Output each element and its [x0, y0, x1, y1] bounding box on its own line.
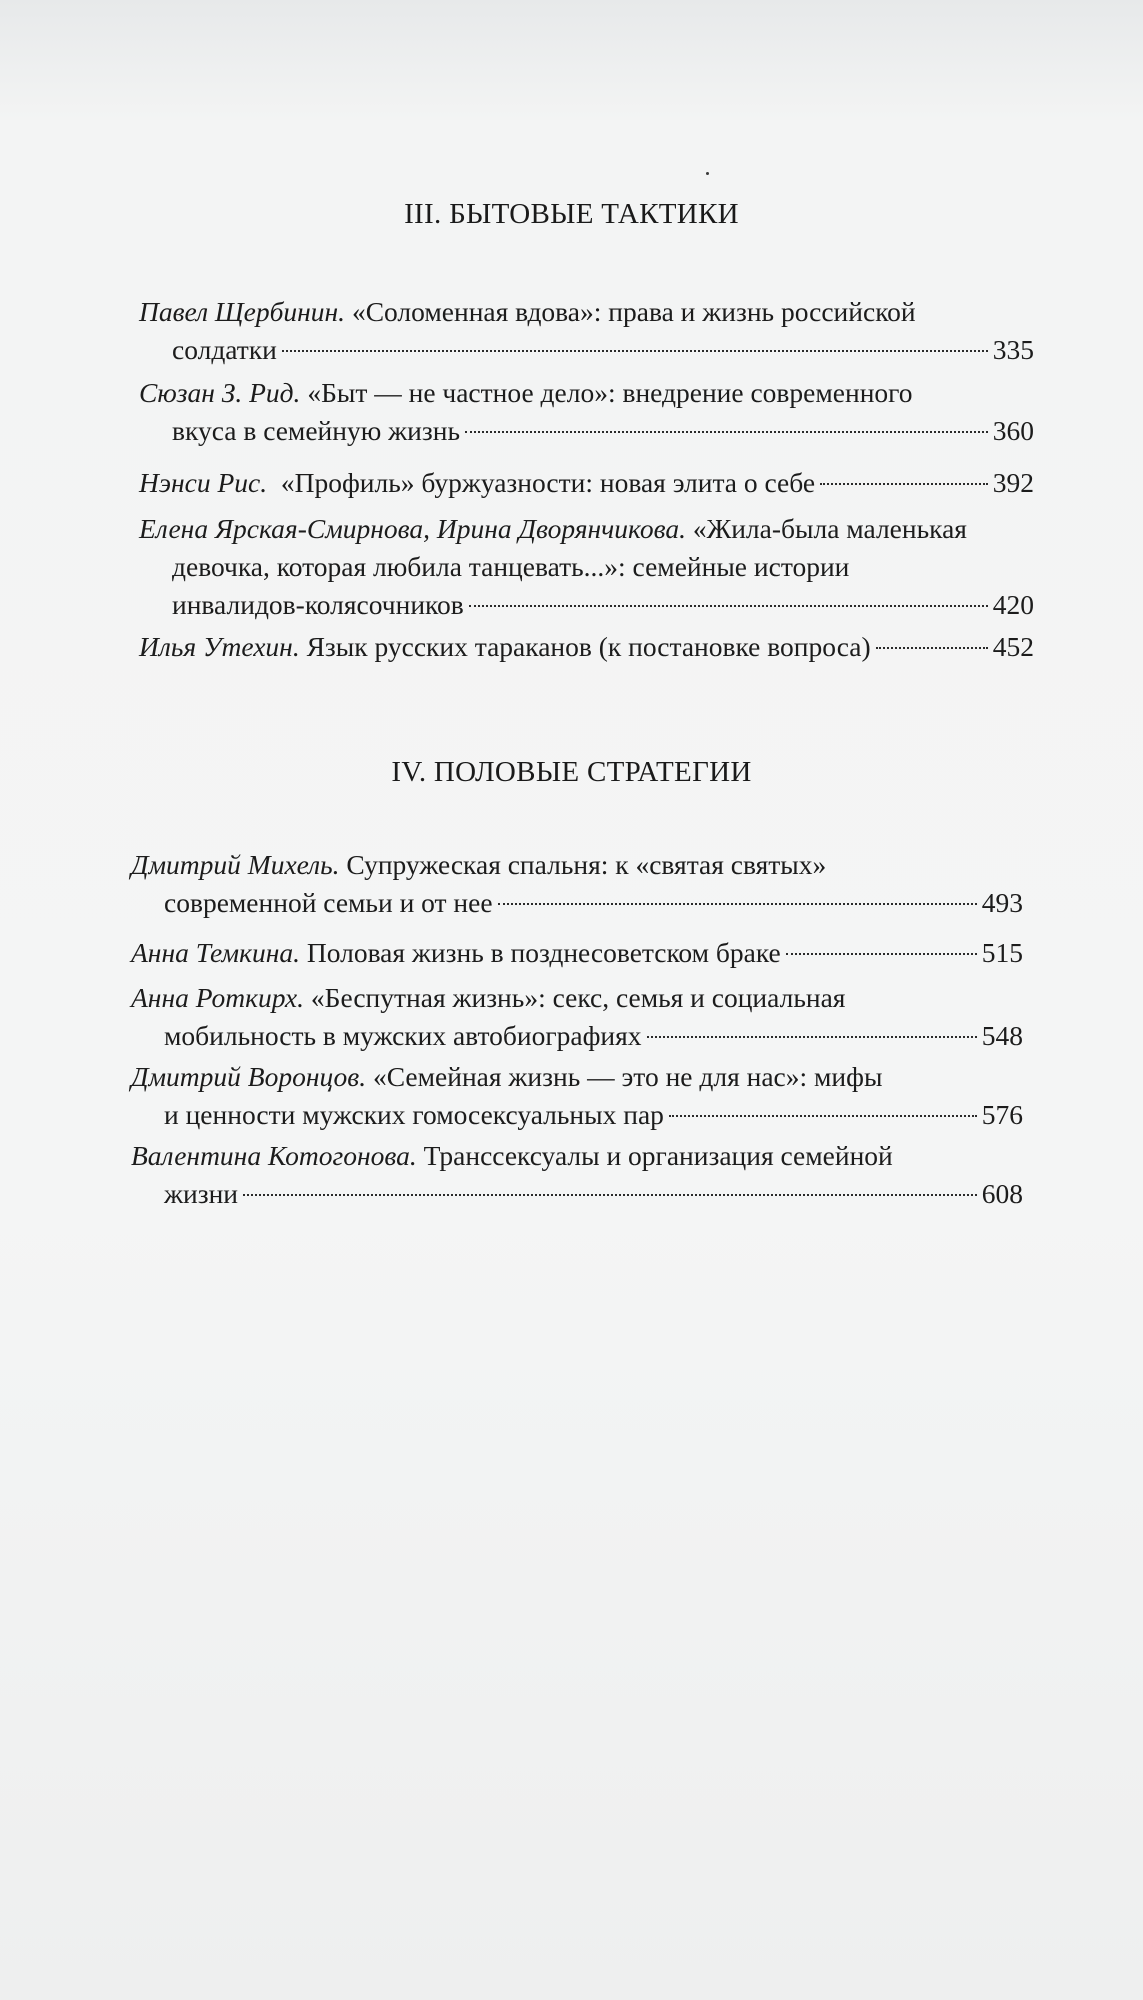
entry-line: [139, 331, 1034, 369]
toc-entry: [131, 934, 1023, 972]
entry-author: Павел Щербинин.: [139, 296, 346, 327]
dot-leader: [647, 1036, 977, 1038]
entry-line: [139, 464, 1034, 502]
page-number: 392: [992, 467, 1034, 498]
entry-title: вкуса в семейную жизнь: [172, 415, 460, 446]
entry-author: Валентина Котогонова.: [131, 1140, 417, 1171]
toc-entry: [139, 510, 1034, 624]
entry-author: Анна Темкина.: [131, 937, 300, 968]
toc-entry: [139, 374, 1034, 450]
dot-leader: [243, 1194, 977, 1196]
page-number: 576: [981, 1099, 1023, 1130]
entry-author: Анна Роткирх.: [131, 982, 305, 1013]
toc-entry: [131, 1058, 1023, 1134]
entry-title: мобильность в мужских автобиографиях: [164, 1020, 642, 1051]
entry-line: [131, 979, 1023, 1017]
entry-line: [139, 548, 1034, 586]
page-number: 420: [992, 589, 1034, 620]
entry-title: современной семьи и от нее: [164, 887, 493, 918]
toc-entry: [139, 293, 1034, 369]
toc-entry: [131, 979, 1023, 1055]
entry-title: Язык русских тараканов (к постановке вопроса): [299, 631, 871, 662]
entry-line: [139, 586, 1034, 624]
toc-entry: [131, 846, 1023, 922]
entry-title: «Профиль» буржуазности: новая элита о себе: [267, 467, 816, 498]
entry-title: «Семейная жизнь — это не для нас»: мифы: [366, 1061, 883, 1092]
entry-author: Илья Утехин.: [139, 631, 300, 662]
entry-line: [139, 628, 1034, 666]
entry-title: и ценности мужских гомосексуальных пар: [164, 1099, 664, 1130]
entry-title: «Жила-была маленькая: [685, 513, 967, 544]
page-number: 548: [981, 1020, 1023, 1051]
entry-title: «Беспутная жизнь»: секс, семья и социальная: [304, 982, 846, 1013]
entry-title: «Быт — не частное дело»: внедрение современного: [300, 377, 913, 408]
entry-author: Елена Ярская-Смирнова, Ирина Дворянчикова.: [139, 513, 686, 544]
dot-leader: [786, 953, 977, 955]
entry-title: жизни: [164, 1178, 239, 1209]
page-number: 493: [981, 887, 1023, 918]
entry-line: [131, 884, 1023, 922]
entry-line: [139, 374, 1034, 412]
page-number: 335: [992, 334, 1034, 365]
dot-leader: [669, 1115, 977, 1117]
dot-leader: [282, 350, 988, 352]
entry-author: Дмитрий Михель.: [131, 849, 340, 880]
section-title-iii: III. БЫТОВЫЕ ТАКТИКИ: [404, 198, 739, 230]
dot-leader: [469, 605, 988, 607]
entry-line: [131, 1058, 1023, 1096]
page-number: 360: [992, 415, 1034, 446]
section-title-iv: IV. ПОЛОВЫЕ СТРАТЕГИИ: [391, 756, 752, 788]
toc-entry: [139, 628, 1034, 666]
entry-title: солдатки: [172, 334, 277, 365]
entry-author: Дмитрий Воронцов.: [131, 1061, 367, 1092]
page-number: 452: [992, 631, 1034, 662]
entry-title: «Соломенная вдова»: права и жизнь российской: [345, 296, 916, 327]
page-number: 608: [981, 1178, 1023, 1209]
print-speck: [706, 172, 709, 175]
entry-line: [131, 1175, 1023, 1213]
entry-line: [131, 934, 1023, 972]
entry-line: [139, 412, 1034, 450]
entry-line: [131, 1137, 1023, 1175]
toc-entry: [139, 464, 1034, 502]
page-number: 515: [981, 937, 1023, 968]
toc-entry: [131, 1137, 1023, 1213]
entry-author: Сюзан З. Рид.: [139, 377, 301, 408]
entry-title: инвалидов-колясочников: [172, 589, 464, 620]
entry-title: Половая жизнь в позднесоветском браке: [299, 937, 781, 968]
entry-line: [139, 510, 1034, 548]
entry-title: Супружеская спальня: к «святая святых»: [339, 849, 827, 880]
dot-leader: [876, 647, 988, 649]
entry-line: [131, 1017, 1023, 1055]
entry-title: Транссексуалы и организация семейной: [416, 1140, 893, 1171]
entry-line: [131, 846, 1023, 884]
entry-line: [139, 293, 1034, 331]
dot-leader: [820, 483, 988, 485]
entry-title: девочка, которая любила танцевать...»: семейные истории: [172, 551, 850, 582]
entry-author: Нэнси Рис.: [139, 467, 268, 498]
dot-leader: [465, 431, 988, 433]
entry-line: [131, 1096, 1023, 1134]
dot-leader: [498, 903, 977, 905]
